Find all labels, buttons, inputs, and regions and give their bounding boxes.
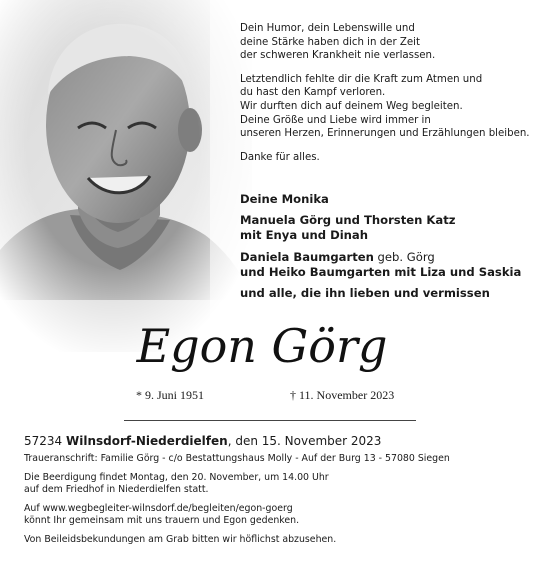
birth-date: * 9. Juni 1951 — [136, 388, 205, 402]
poem-line: deine Stärke haben dich in der Zeit — [240, 36, 420, 48]
portrait-photo — [0, 0, 252, 352]
mourning-address: Traueranschrift: Familie Görg - c/o Bestattungshaus Molly - Auf der Burg 13 - 57080 Siegen — [24, 453, 450, 464]
family-others: und alle, die ihn lieben und vermissen — [240, 286, 490, 301]
poem-stanza-2 — [240, 73, 540, 141]
funeral-info: Die Beerdigung findet Montag, den 20. November, um 14.00 Uhr auf dem Friedhof in Niederdielfen statt. — [24, 472, 329, 495]
family-spouse: Deine Monika — [240, 192, 329, 206]
online-memorial: Auf www.wegbegleiter-wilnsdorf.de/begleiten/egon-goerg könnt Ihr gemeinsam mit uns trauern und Egon gedenken. — [24, 503, 300, 526]
deceased-name: Egon Görg — [136, 319, 388, 373]
family-child-2-name: Daniela Baumgarten — [240, 249, 374, 264]
poem-stanza-1 — [240, 22, 540, 63]
condolence-request: Von Beileidsbekundungen am Grab bitten wir höflichst abzusehen. — [24, 534, 337, 545]
family-list — [240, 192, 545, 307]
divider-line — [124, 420, 416, 421]
family-child-1: Manuela Görg und Thorsten Katz — [240, 213, 456, 228]
poem-line: Deine Größe und Liebe wird immer in — [240, 114, 431, 126]
notice-date: , den 15. November 2023 — [227, 434, 382, 448]
deceased-name-signature — [112, 318, 412, 378]
poem-line: Wir durften dich auf deinem Weg begleiten. — [240, 100, 463, 112]
place: Wilnsdorf-Niederdielfen — [66, 434, 228, 448]
family-grandchildren-1: mit Enya und Dinah — [240, 228, 368, 243]
poem-line: der schweren Krankheit nie verlassen. — [240, 50, 436, 62]
notice-info — [24, 433, 544, 553]
postcode: 57234 — [24, 434, 66, 448]
location-date — [24, 433, 544, 449]
poem-line: unseren Herzen, Erinnerungen und Erzählungen bleiben. — [240, 128, 530, 140]
poem-line: Letztendlich fehlte dir die Kraft zum Atmen und — [240, 73, 483, 85]
poem-line: du hast den Kampf verloren. — [240, 87, 386, 99]
poem — [240, 22, 540, 174]
death-date: † 11. November 2023 — [290, 388, 395, 402]
family-child-2 — [240, 250, 545, 265]
family-child-2-maiden: geb. Görg — [373, 249, 435, 264]
poem-line: Dein Humor, dein Lebenswille und — [240, 23, 415, 34]
family-grandchildren-2: und Heiko Baumgarten mit Liza und Saskia — [240, 264, 522, 279]
poem-thanks: Danke für alles. — [240, 151, 320, 163]
